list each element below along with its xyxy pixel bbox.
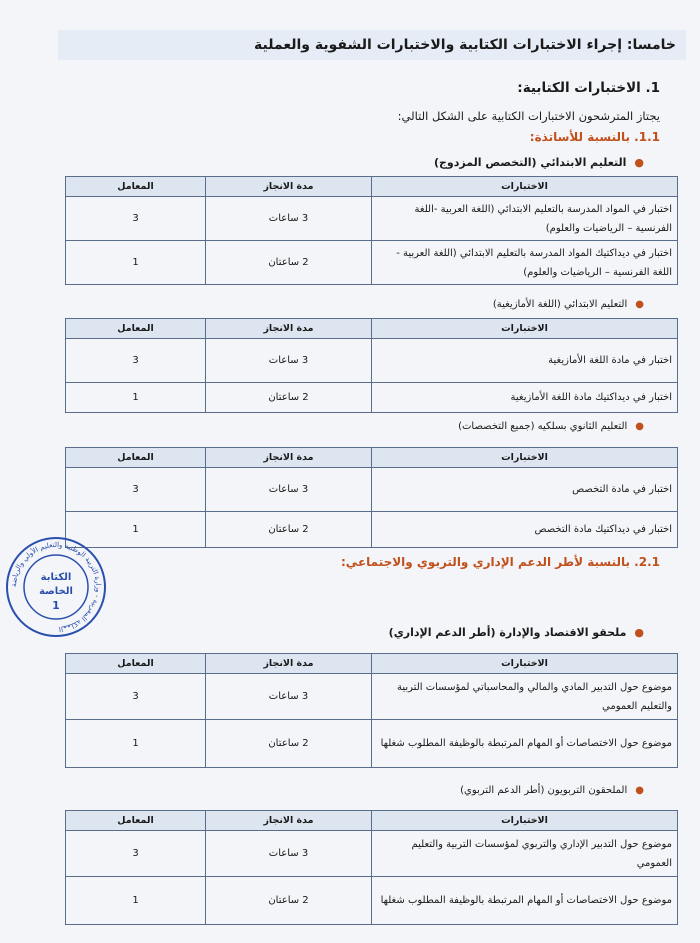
stamp-outer-text: المملكة المغربية - وزارة التربية الوطنية والتعليم الأولي والرياضة [9, 540, 103, 633]
table-economy-admin [65, 653, 678, 768]
col-header-duration: مدة الانجاز [206, 811, 372, 831]
official-stamp [4, 535, 108, 639]
coefficient-cell: 3 [66, 831, 206, 877]
coefficient-cell: 1 [66, 512, 206, 548]
duration-cell: 2 ساعتان [206, 720, 372, 768]
col-header-duration: مدة الانجاز [206, 177, 372, 197]
table-secondary [65, 447, 678, 548]
table-row [66, 674, 678, 720]
table-row [66, 339, 678, 383]
table-3-title: ●التعليم الثانوي بسلكيه (جميع التخصصات) [458, 421, 644, 432]
teachers-heading: 1.1. بالنسبة للأساتذة: [529, 130, 660, 144]
table-row [66, 512, 678, 548]
coefficient-cell: 1 [66, 383, 206, 413]
admin-support-heading: 2.1. بالنسبة لأطر الدعم الإداري والتربوي والاجتماعي: [341, 555, 660, 569]
table-4-title: ●ملحقو الاقتصاد والإدارة (أطر الدعم الإداري) [388, 626, 644, 639]
col-header-coefficient: المعامل [66, 319, 206, 339]
table-primary-amazigh [65, 318, 678, 413]
test-cell: موضوع حول الاختصاصات أو المهام المرتبطة بالوظيفة المطلوب شغلها [372, 720, 678, 768]
coefficient-cell: 1 [66, 877, 206, 925]
col-header-tests: الاختبارات [372, 177, 678, 197]
test-cell: موضوع حول التدبير الإداري والتربوي لمؤسسات التربية والتعليم العمومي [372, 831, 678, 877]
col-header-duration: مدة الانجاز [206, 448, 372, 468]
col-header-tests: الاختبارات [372, 448, 678, 468]
coefficient-cell: 1 [66, 720, 206, 768]
bullet-icon: ● [635, 421, 644, 432]
test-cell: اختبار في مادة التخصص [372, 468, 678, 512]
section-title: خامسا: إجراء الاختبارات الكتابية والاختبارات الشفوية والعملية [58, 30, 686, 60]
test-cell: اختبار في مادة اللغة الأمازيغية [372, 339, 678, 383]
col-header-duration: مدة الانجاز [206, 319, 372, 339]
col-header-coefficient: المعامل [66, 448, 206, 468]
table-row [66, 197, 678, 241]
col-header-tests: الاختبارات [372, 319, 678, 339]
coefficient-cell: 3 [66, 468, 206, 512]
written-tests-heading: 1. الاختبارات الكتابية: [517, 80, 660, 96]
duration-cell: 2 ساعتان [206, 241, 372, 285]
col-header-coefficient: المعامل [66, 811, 206, 831]
table-header-row [66, 319, 678, 339]
table-row [66, 877, 678, 925]
table-1-title: ●التعليم الابتدائي (التخصص المزدوج) [433, 156, 644, 169]
test-cell: اختبار في ديداكتيك المواد المدرسة بالتعليم الابتدائي (اللغة العربية - اللغة الفرنسية – الرياضيات والعلوم) [372, 241, 678, 285]
duration-cell: 3 ساعات [206, 831, 372, 877]
stamp-center-line1: الكتابة [40, 572, 72, 583]
table-row [66, 468, 678, 512]
table-row [66, 383, 678, 413]
coefficient-cell: 3 [66, 339, 206, 383]
bullet-icon: ● [635, 299, 644, 310]
test-cell: اختبار في ديداكتيك مادة اللغة الأمازيغية [372, 383, 678, 413]
table-row [66, 241, 678, 285]
col-header-tests: الاختبارات [372, 811, 678, 831]
coefficient-cell: 1 [66, 241, 206, 285]
coefficient-cell: 3 [66, 674, 206, 720]
stamp-center-number: 1 [52, 599, 60, 612]
table-2-title: ●التعليم الابتدائي (اللغة الأمازيغية) [492, 299, 644, 310]
col-header-coefficient: المعامل [66, 177, 206, 197]
bullet-icon: ● [634, 626, 644, 639]
bullet-icon: ● [635, 785, 644, 796]
table-5-title: ●الملحقون التربويون (أطر الدعم التربوي) [460, 785, 644, 796]
col-header-tests: الاختبارات [372, 654, 678, 674]
table-header-row [66, 811, 678, 831]
table-row [66, 831, 678, 877]
stamp-center-line2: الخاصة [39, 586, 73, 597]
test-cell: اختبار في المواد المدرسة بالتعليم الابتدائي (اللغة العربية -اللغة الفرنسية – الرياضيات والعلوم) [372, 197, 678, 241]
table-primary-dual [65, 176, 678, 285]
test-cell: اختبار في ديداكتيك مادة التخصص [372, 512, 678, 548]
table-header-row [66, 177, 678, 197]
table-header-row [66, 654, 678, 674]
duration-cell: 3 ساعات [206, 674, 372, 720]
table-row [66, 720, 678, 768]
table-header-row [66, 448, 678, 468]
duration-cell: 3 ساعات [206, 339, 372, 383]
intro-text: يجتاز المترشحون الاختبارات الكتابية على الشكل التالي: [397, 109, 660, 123]
table-educational-support [65, 810, 678, 925]
test-cell: موضوع حول الاختصاصات أو المهام المرتبطة بالوظيفة المطلوب شغلها [372, 877, 678, 925]
col-header-coefficient: المعامل [66, 654, 206, 674]
duration-cell: 3 ساعات [206, 468, 372, 512]
col-header-duration: مدة الانجاز [206, 654, 372, 674]
duration-cell: 2 ساعتان [206, 877, 372, 925]
coefficient-cell: 3 [66, 197, 206, 241]
bullet-icon: ● [634, 156, 644, 169]
duration-cell: 2 ساعتان [206, 383, 372, 413]
duration-cell: 3 ساعات [206, 197, 372, 241]
test-cell: موضوع حول التدبير المادي والمالي والمحاسباتي لمؤسسات التربية والتعليم العمومي [372, 674, 678, 720]
duration-cell: 2 ساعتان [206, 512, 372, 548]
